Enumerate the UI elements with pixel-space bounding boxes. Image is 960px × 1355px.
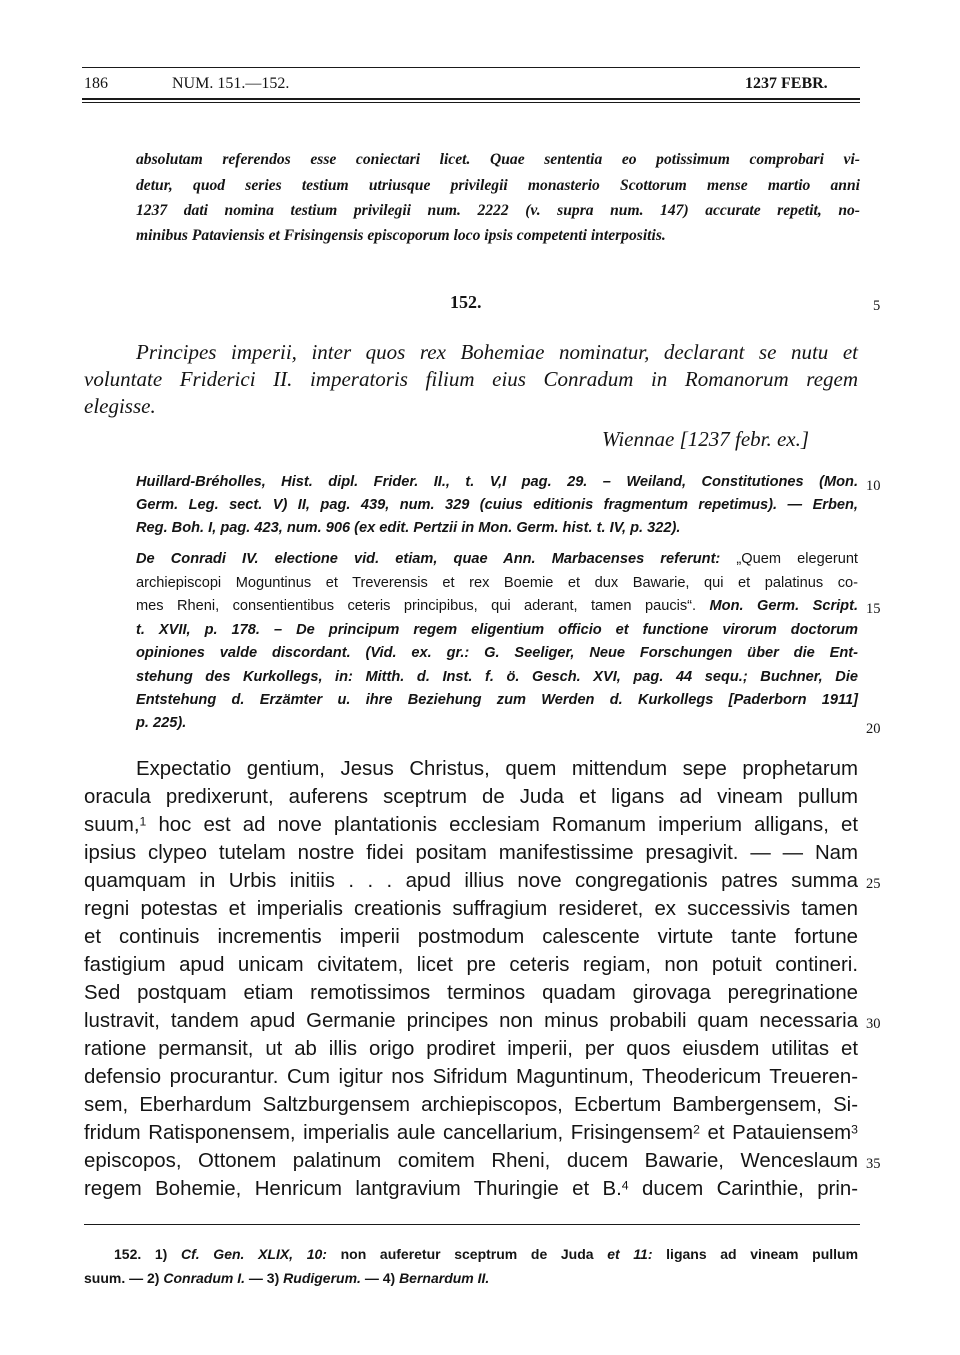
page-number: 186: [84, 75, 108, 92]
margin-line-number: 25: [866, 876, 881, 892]
commentary-line: archiepiscopi Moguntinus et Treverensis et rex Boemie et dux Bawarie, qui et palatinus co-: [136, 575, 858, 591]
body-line: Expectatio gentium, Jesus Christus, quem mittendum sepe prophetarum: [136, 758, 858, 780]
footnote-line: suum. — 2) Conradum I. — 3) Rudigerum. — 4) Bernardum II.: [84, 1270, 490, 1286]
margin-line-number: 15: [866, 601, 881, 617]
body-line: sem, Eberhardum Saltzburgensem archiepiscopos, Ecbertum Bambergensem, Si-: [84, 1094, 858, 1116]
margin-line-number: 30: [866, 1016, 881, 1032]
body-line: suum,$^1$ hoc est ad nove plantationis ecclesiam Romanum imperium alligans, et: [84, 814, 858, 836]
note-mark: 3: [851, 1122, 858, 1137]
body-line: defensio procurantur. Cum igitur nos Sifridum Maguntinum, Theodericum Treueren-: [84, 1066, 858, 1088]
footnote-line: 152. 1) Cf. Gen. XLIX, 10: non auferetur sceptrum de Juda et 11: ligans ad vineam pullum: [114, 1246, 859, 1262]
margin-line-number: 20: [866, 721, 881, 737]
header-bottom-rule: [82, 98, 860, 100]
body-line: episcopos, Ottonem palatinum comitem Rheni, ducem Bawarie, Wenceslaum: [84, 1150, 858, 1172]
header-date: 1237 FEBR.: [745, 75, 828, 92]
body-line: Sed postquam etiam remotissimos terminos quadam girovaga peregrinatione: [84, 982, 858, 1004]
body-line: fridum Ratisponensem, imperialis aule cancellarium, Frisingensem$^2$ et Patauiensem$^3$: [84, 1122, 858, 1144]
document-number: 152.: [450, 292, 482, 312]
commentary-line: De Conradi IV. electione vid. etiam, quae Ann. Marbacenses referunt: „Quem elegerunt: [136, 551, 858, 567]
note-mark: 2: [693, 1122, 700, 1137]
body-line: ratione permansit, ut ab illis origo prodiret imperii, per quos eiusdem utilitas et: [84, 1038, 858, 1060]
commentary-line: t. XVII, p. 178. – De principum regem eligentium officio et functione virorum doctorum: [136, 622, 858, 638]
intro-line: minibus Pataviensis et Frisingensis episcoporum loco ipsis competenti interpositis.: [136, 227, 666, 244]
regest-line: elegisse.: [84, 394, 156, 418]
commentary-line: Entstehung d. Erzämter u. ihre Beziehung zum Werden d. Kurkollegs [Paderborn 1911]: [136, 692, 858, 708]
regest-line: Principes imperii, inter quos rex Bohemiae nominatur, declarant se nutu et: [136, 340, 858, 364]
apparatus-line: Huillard-Bréholles, Hist. dipl. Frider. II., t. V,I pag. 29. – Weiland, Constitutiones (Mon.: [136, 474, 858, 490]
commentary-line: p. 225).: [136, 715, 187, 731]
body-line: lustravit, tandem apud Germanie principes non minus probabili quam necessaria: [84, 1010, 858, 1032]
place-date: Wiennae [1237 febr. ex.]: [602, 427, 810, 451]
intro-line: absolutam referendos esse coniectari licet. Quae sententia eo potissimum comprobari vi-: [136, 151, 860, 168]
body-line: ipsius clypeo tutelam nostre fidei positam manifestissime presagivit. — — Nam: [84, 842, 858, 864]
note-mark: 1: [139, 814, 147, 829]
regest-line: voluntate Friderici II. imperatoris filium eius Conradum in Romanorum regem: [84, 367, 858, 391]
body-line: quamquam in Urbis initiis . . . apud illius nove congregationis patres summa: [84, 870, 858, 892]
document-numbers: NUM. 151.—152.: [172, 75, 290, 92]
apparatus-line: Reg. Boh. I, pag. 423, num. 906 (ex edit. Pertzii in Mon. Germ. hist. t. IV, p. 322).: [136, 520, 681, 536]
body-line: regni potestas et imperialis creationis suffragium resideret, ex successivis tamen: [84, 898, 858, 920]
header-bottom-rule-thin: [82, 102, 860, 103]
body-line: et continuis incrementis imperii postmodum calescente virtute tante fortune: [84, 926, 858, 948]
apparatus-line: Germ. Leg. sect. V) II, pag. 439, num. 329 (cuius editionis fragmentum repetimus). — Erben,: [136, 497, 858, 513]
body-line: fastigium apud unicam civitatem, licet pre ceteris regiam, non potuit contineri.: [84, 954, 858, 976]
intro-line: 1237 dati nomina testium privilegii num. 2222 (v. supra num. 147) accurate repetit, no-: [136, 202, 860, 219]
margin-line-number: 5: [873, 298, 881, 314]
margin-line-number: 35: [866, 1156, 881, 1172]
margin-line-number: 10: [866, 478, 881, 494]
body-line: regem Bohemie, Henricum lantgravium Thuringie et B.$^4$ ducem Carinthie, prin-: [84, 1178, 859, 1200]
intro-line: detur, quod series testium utriusque privilegii monasterio Scottorum mense martio anni: [136, 177, 860, 194]
commentary-line: opiniones valde discordant. (Vid. ex. gr.: G. Seeliger, Neue Forschungen über die Ent-: [136, 645, 858, 661]
header-top-rule: [82, 67, 860, 68]
note-mark: 4: [621, 1178, 629, 1193]
commentary-line: mes Rheni, consentientibus ceteris principibus, qui aderant, tamen paucis“. Mon. Germ. Script.: [136, 598, 859, 614]
commentary-line: stehung des Kurkollegs, in: Mitth. d. Inst. f. ö. Gesch. XVI, pag. 44 sequ.; Buchner, Die: [136, 669, 858, 685]
body-line: oracula predixerunt, auferens sceptrum de Juda et ligans ad vineam pullum: [84, 786, 858, 808]
footnote-separator: [84, 1224, 860, 1225]
